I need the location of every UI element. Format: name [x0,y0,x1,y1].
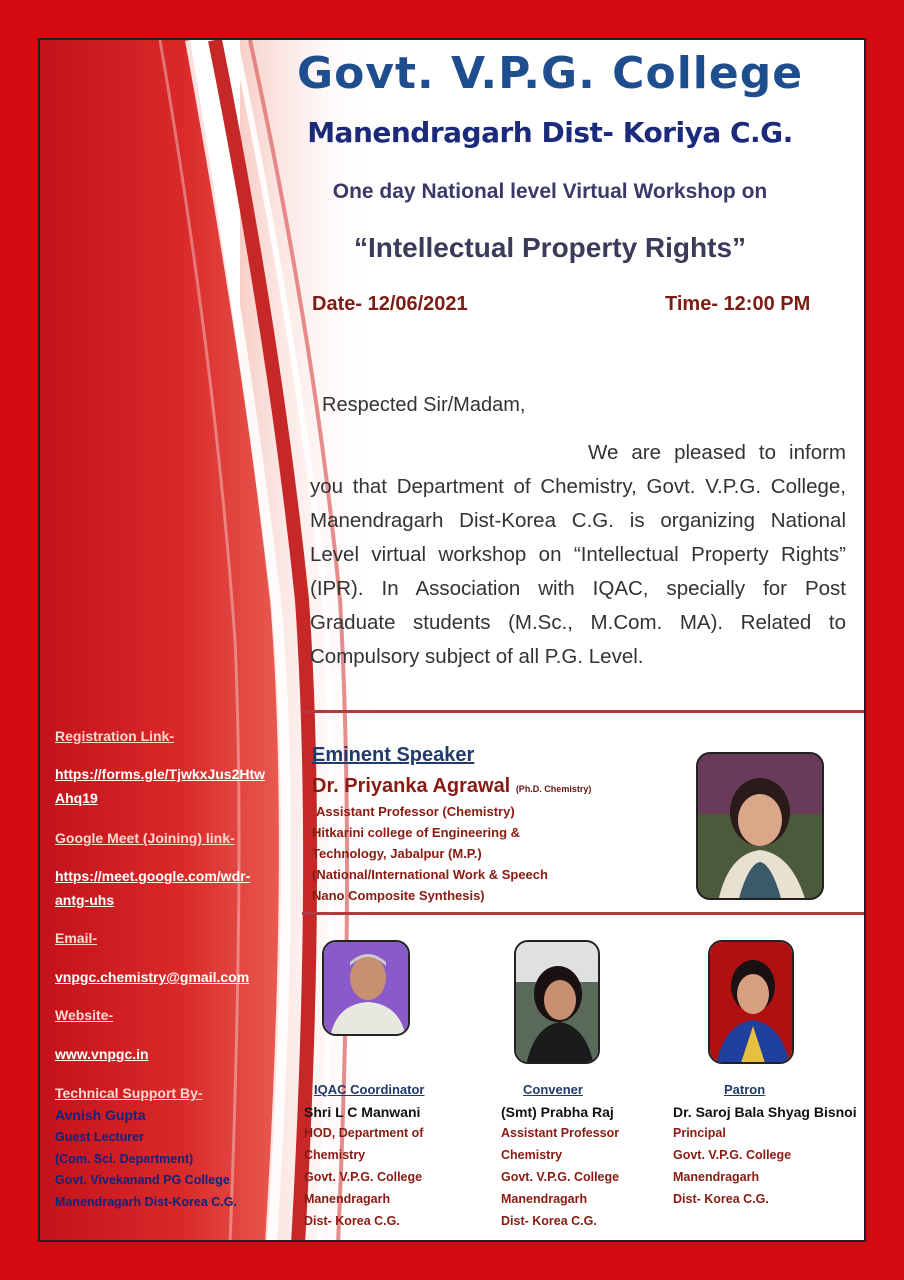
speaker-heading: Eminent Speaker [312,744,475,766]
member-detail: HOD, Department of [304,1126,424,1140]
member-detail: Principal [673,1126,726,1140]
support-detail: Manendragarh Dist-Korea C.G. [55,1195,237,1209]
convener-photo [514,940,600,1064]
meet-label: Google Meet (Joining) link- [55,830,235,846]
member-detail: Chemistry [304,1148,366,1162]
member-name: Shri L C Manwani [304,1104,421,1120]
event-time: Time- 12:00 PM [665,293,811,315]
member-detail: Govt. V.P.G. College [501,1170,620,1184]
invitation-body: We are pleased to inform you that Department of Chemistry, Govt. V.P.G. College, Manendragarh Dist-Korea C.G. is organizing National Level virtual workshop on “Intellectual Property Rights” (IPR). In Association with IQAC, specially for Post Graduate students (M.Sc., M.Com. MA). Related to Compulsory subject of all P.G. Level. [310,441,846,668]
website-link[interactable]: www.vnpgc.in [55,1046,149,1062]
member-name: (Smt) Prabha Raj [501,1104,614,1120]
poster [38,38,866,1242]
member-detail: Dist- Korea C.G. [501,1214,597,1228]
speaker-qualification: (Ph.D. Chemistry) [515,784,592,794]
meet-link-cont[interactable]: antg-uhs [55,892,115,908]
speaker-detail: Assistant Professor (Chemistry) [316,804,515,819]
workshop-intro: One day National level Virtual Workshop on [332,180,768,203]
divider [302,710,866,713]
member-name: Dr. Saroj Bala Shyag Bisnoi [673,1104,857,1120]
member-role: Patron [724,1082,766,1097]
member-detail: Dist- Korea C.G. [673,1192,769,1206]
patron-photo [708,940,794,1064]
member-detail: Manendragarh [673,1170,760,1184]
member-role: IQAC Coordinator [314,1082,425,1097]
speaker-detail: Technology, Jabalpur (M.P.) [312,846,482,861]
speaker-detail: Nano Composite Synthesis) [312,888,485,903]
college-title: Govt. V.P.G. College [296,48,804,99]
member-detail: Chemistry [501,1148,563,1162]
email-link[interactable]: vnpgc.chemistry@gmail.com [55,969,250,985]
website-label: Website- [55,1007,114,1023]
workshop-title: “Intellectual Property Rights” [353,232,747,263]
college-location: Manendragarh Dist- Koriya C.G. [307,116,793,149]
salutation: Respected Sir/Madam, [322,394,526,416]
member-detail: Govt. V.P.G. College [673,1148,792,1162]
speaker-photo [696,752,824,900]
iqac-coordinator-photo [322,940,410,1036]
member-detail: Manendragarh [501,1192,588,1206]
registration-link-cont[interactable]: Ahq19 [55,790,98,806]
meet-link[interactable]: https://meet.google.com/wdr- [55,868,251,884]
member-detail: Manendragarh [304,1192,391,1206]
speaker-detail: Hitkarini college of Engineering & [312,825,521,840]
divider [302,912,866,915]
member-role: Convener [523,1082,583,1097]
speaker-detail: (National/International Work & Speech [312,867,548,882]
support-label: Technical Support By- [55,1085,203,1101]
member-detail: Govt. V.P.G. College [304,1170,423,1184]
speaker-name-text: Dr. Priyanka Agrawal [312,775,511,797]
email-label: Email- [55,930,98,946]
speaker-name [312,775,591,798]
event-date: Date- 12/06/2021 [312,293,468,315]
support-detail: Govt. Vivekanand PG College [55,1173,230,1187]
support-detail: Guest Lecturer [55,1130,144,1144]
registration-link[interactable]: https://forms.gle/TjwkxJus2Htw [55,766,266,782]
registration-label: Registration Link- [55,728,175,744]
support-detail: (Com. Sci. Department) [55,1152,194,1166]
member-detail: Assistant Professor [501,1126,620,1140]
member-detail: Dist- Korea C.G. [304,1214,400,1228]
support-name: Avnish Gupta [55,1107,146,1123]
